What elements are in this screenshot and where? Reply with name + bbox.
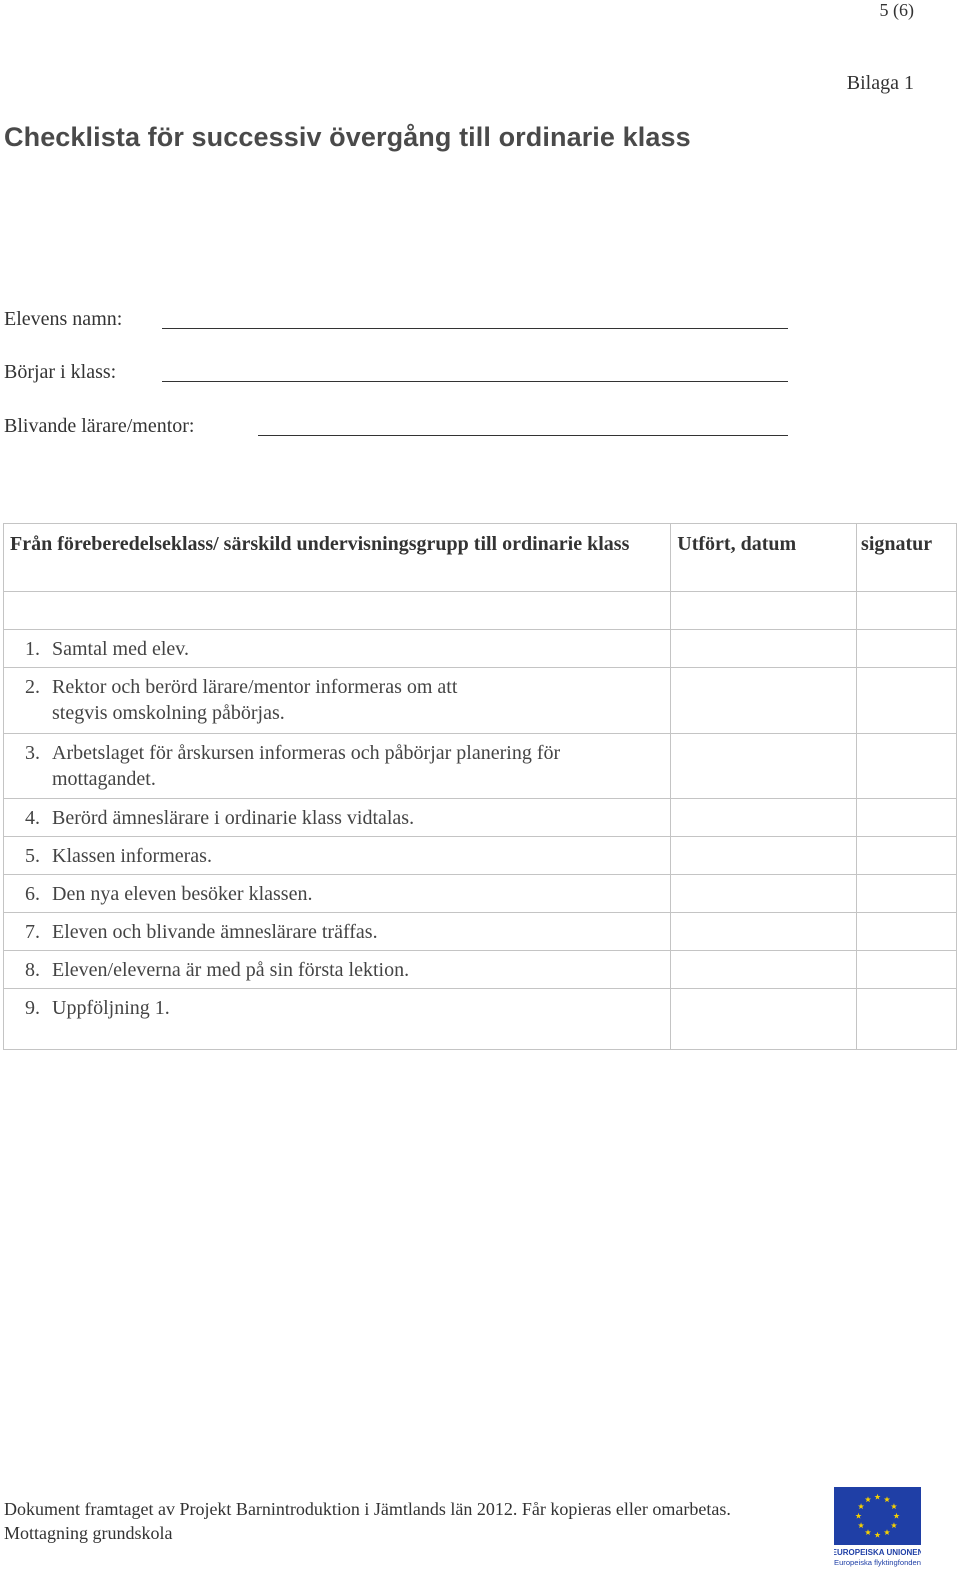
student-name-line[interactable]	[162, 328, 788, 329]
list-item: 3. Arbetslaget för årskursen informeras och påbörjar planering för mottagandet.	[25, 742, 561, 790]
future-teacher-line[interactable]	[258, 435, 788, 436]
date-cell-empty[interactable]	[671, 592, 857, 630]
list-item: 6. Den nya eleven besöker klassen.	[25, 883, 313, 905]
list-item: 1. Samtal med elev.	[25, 638, 189, 660]
list-item: 5. Klassen informeras.	[25, 845, 212, 867]
eu-flag-icon	[834, 1487, 921, 1567]
start-class-line[interactable]	[162, 381, 788, 382]
future-teacher-label: Blivande lärare/mentor:	[4, 415, 195, 437]
date-cell[interactable]	[671, 799, 857, 837]
signature-cell[interactable]	[857, 837, 957, 875]
footer-line-2: Mottagning grundskola	[4, 1523, 173, 1543]
signature-cell[interactable]	[857, 913, 957, 951]
signature-cell[interactable]	[857, 668, 957, 734]
date-cell[interactable]	[671, 989, 857, 1050]
table-row	[4, 630, 957, 668]
table-header-row	[4, 524, 957, 592]
date-cell[interactable]	[671, 630, 857, 668]
list-item: 7. Eleven och blivande ämneslärare träffas.	[25, 921, 378, 943]
date-cell[interactable]	[671, 913, 857, 951]
date-cell[interactable]	[671, 734, 857, 799]
table-row	[4, 734, 957, 799]
table-row	[4, 913, 957, 951]
student-name-label: Elevens namn:	[4, 308, 123, 330]
list-item: 2. Rektor och berörd lärare/mentor informeras om att stegvis omskolning påbörjas.	[25, 676, 458, 724]
date-cell[interactable]	[671, 875, 857, 913]
list-item: 4. Berörd ämneslärare i ordinarie klass vidtalas.	[25, 807, 415, 829]
signature-cell-empty[interactable]	[857, 592, 957, 630]
start-class-label: Börjar i klass:	[4, 361, 117, 383]
table-row	[4, 989, 957, 1050]
attachment-label: Bilaga 1	[846, 72, 914, 94]
eu-logo-line-1: EUROPEISKA UNIONEN	[834, 1548, 921, 1557]
eu-logo	[834, 1487, 921, 1567]
signature-cell[interactable]	[857, 989, 957, 1050]
table-row	[4, 837, 957, 875]
date-cell[interactable]	[671, 837, 857, 875]
list-item: 8. Eleven/eleverna är med på sin första lektion.	[25, 959, 410, 981]
table-row	[4, 951, 957, 989]
signature-cell[interactable]	[857, 951, 957, 989]
checklist-table	[3, 523, 957, 1050]
table-empty-row	[4, 592, 957, 630]
list-item: 9. Uppföljning 1.	[25, 997, 170, 1019]
signature-cell[interactable]	[857, 630, 957, 668]
header-signature: signatur	[857, 524, 957, 592]
table-row	[4, 668, 957, 734]
signature-cell[interactable]	[857, 734, 957, 799]
signature-cell[interactable]	[857, 875, 957, 913]
signature-cell[interactable]	[857, 799, 957, 837]
table-row	[4, 875, 957, 913]
table-row	[4, 799, 957, 837]
header-main: Från föreberedelseklass/ särskild undervisningsgrupp till ordinarie klass	[4, 524, 671, 592]
date-cell[interactable]	[671, 951, 857, 989]
date-cell[interactable]	[671, 668, 857, 734]
header-done-date: Utfört, datum	[671, 524, 857, 592]
page-number: 5 (6)	[879, 0, 914, 20]
footer-line-1: Dokument framtaget av Projekt Barnintroduktion i Jämtlands län 2012. Får kopieras eller omarbetas.	[4, 1499, 731, 1519]
eu-logo-line-2: Europeiska flyktingfonden	[834, 1558, 921, 1567]
page-title: Checklista för successiv övergång till ordinarie klass	[4, 122, 691, 152]
